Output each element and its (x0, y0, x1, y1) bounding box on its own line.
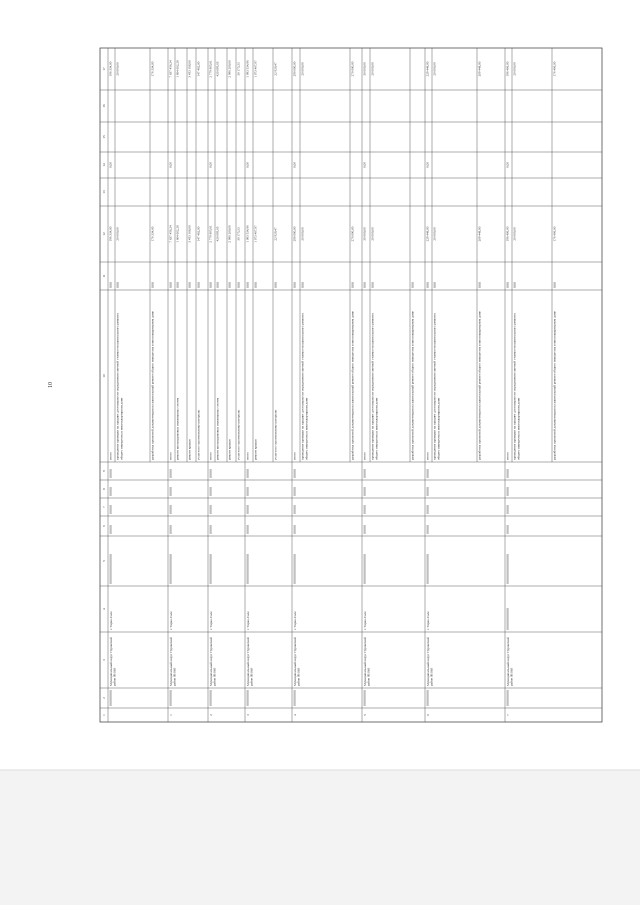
illegible-text-mark (210, 690, 212, 706)
settlement-name: г. Тарко-Сале (292, 611, 297, 630)
illegible-text-mark (364, 282, 366, 288)
work-description: проведение проверки на предмет достоверности определения сметной стоимости капитального ремонтаобщего имущества в многоквартирном доме (370, 313, 379, 460)
work-description: услуги по строительному контролю (273, 409, 278, 460)
settlement-name: г. Тарко-Сале (108, 611, 113, 630)
amount-column-17: 1 073 407,97 (253, 60, 258, 78)
amount-column-17: 147 462,00 (196, 61, 201, 77)
illegible-text-mark (247, 505, 249, 514)
municipality-name: Муниципальный округ Пуровскийрайон ЯНАО (245, 637, 254, 686)
illegible-text-mark (110, 690, 112, 706)
amount-zero: 0,00 (425, 162, 430, 168)
illegible-text-mark (514, 282, 516, 288)
work-description: итого (292, 452, 297, 460)
illegible-text-mark (110, 487, 112, 496)
illegible-text-mark (177, 282, 179, 288)
amount-column-17: 270 000,00 (350, 61, 355, 77)
amount-column-17: 20 000,00 (432, 62, 437, 76)
illegible-text-mark (427, 469, 429, 478)
amount-total: 1 604 602,28 (175, 225, 180, 243)
amount-column-17: 1 093 534,96 (245, 60, 250, 78)
amount-zero: 0,00 (208, 162, 213, 168)
illegible-text-mark (364, 469, 366, 478)
work-description: ремонт внутридомовых инженерных систем (215, 397, 220, 460)
amount-total: 420 095,65 (215, 226, 220, 242)
column-number: 4 (101, 608, 106, 610)
amount-total: 20 000,00 (300, 227, 305, 241)
row-number: 3 (245, 714, 250, 716)
column-number: 8 (101, 488, 106, 490)
amount-total: 270 000,00 (350, 226, 355, 242)
amount-column-17: 30 000,00 (362, 62, 367, 76)
illegible-text-mark (364, 525, 366, 534)
amount-column-17: 20 000,00 (512, 62, 517, 76)
illegible-text-mark (294, 525, 296, 534)
column-number: 7 (101, 506, 106, 508)
work-description: разработка проектной документации на капитальный ремонт общего имущества в многоквартирном доме (477, 311, 482, 460)
illegible-text-mark (507, 469, 509, 478)
illegible-text-mark (294, 690, 296, 706)
row-number: 1 (168, 714, 173, 716)
scan-bottom-shade (0, 770, 640, 905)
illegible-text-mark (247, 525, 249, 534)
illegible-text-mark (210, 282, 212, 288)
amount-total: 20 000,00 (115, 227, 120, 241)
illegible-text-mark (507, 525, 509, 534)
illegible-text-mark (294, 282, 296, 288)
amount-total: 229 448,00 (425, 226, 430, 242)
illegible-text-mark (507, 282, 509, 288)
illegible-text-mark (372, 282, 374, 288)
illegible-text-mark (507, 690, 509, 706)
illegible-text-mark (427, 690, 429, 706)
illegible-text-mark (247, 487, 249, 496)
column-number: 13 (101, 190, 106, 194)
amount-total: 22 929,47 (273, 227, 278, 241)
municipality-name: Муниципальный округ Пуровскийрайон ЯНАО (168, 637, 177, 686)
illegible-text-mark (427, 487, 429, 496)
amount-total: 290 000,00 (292, 226, 297, 242)
settlement-name: г. Тарко-Сале (425, 611, 430, 630)
illegible-text-mark (507, 505, 509, 514)
illegible-text-mark (302, 282, 304, 288)
work-description: итого (245, 452, 250, 460)
illegible-text-mark (189, 282, 191, 288)
amount-column-17: 3 453 168,00 (187, 60, 192, 78)
municipality-name: Муниципальный округ Пуровскийрайон ЯНАО (505, 637, 514, 686)
column-number: 10 (101, 374, 106, 378)
illegible-text-mark (110, 282, 112, 288)
work-description: итого (168, 452, 173, 460)
amount-total: 2 096 200,00 (227, 225, 232, 243)
column-number: 2 (101, 697, 106, 699)
work-description: разработка проектной документации на капитальный ремонт общего имущества в многоквартирном доме (350, 311, 355, 460)
illegible-text-mark (255, 282, 257, 288)
row-number: 7 (505, 714, 510, 716)
amount-total: 196 406,00 (505, 226, 510, 242)
illegible-text-mark (507, 554, 509, 584)
amount-column-17: 7 837 456,24 (168, 60, 173, 78)
amount-column-17: 196 406,00 (505, 61, 510, 77)
amount-total: 3 453 168,00 (187, 225, 192, 243)
page-number: 10 (48, 382, 54, 388)
illegible-text-mark (198, 282, 200, 288)
illegible-text-mark (152, 282, 154, 288)
column-number: 14 (101, 163, 106, 167)
amount-zero: 0,00 (362, 162, 367, 168)
illegible-text-mark (275, 282, 277, 288)
amount-zero: 0,00 (108, 162, 113, 168)
amount-total: 30 000,00 (362, 227, 367, 241)
illegible-text-mark (210, 525, 212, 534)
amount-total: 7 837 456,24 (168, 225, 173, 243)
illegible-text-mark (110, 505, 112, 514)
work-description: проведение проверки на предмет достоверности определения сметной стоимости капитального ремонтаобщего имущества в многоквартирном доме (512, 313, 521, 460)
illegible-text-mark (247, 469, 249, 478)
illegible-text-mark (434, 282, 436, 288)
illegible-text-mark (247, 282, 249, 288)
illegible-text-mark (294, 487, 296, 496)
illegible-text-mark (294, 554, 296, 584)
illegible-text-mark (110, 469, 112, 478)
column-number: 1 (101, 714, 106, 716)
settlement-name: г. Тарко-Сале (362, 611, 367, 630)
municipality-name: Муниципальный округ Пуровскийрайон ЯНАО (108, 637, 117, 686)
municipality-name: Муниципальный округ Пуровскийрайон ЯНАО (292, 637, 301, 686)
work-description: проведение проверки на предмет достоверности определения сметной стоимости капитального ремонтаобщего имущества в многоквартирном доме (115, 313, 124, 460)
column-number: 15 (101, 135, 106, 139)
amount-zero: 0,00 (292, 162, 297, 168)
illegible-text-mark (364, 690, 366, 706)
illegible-text-mark (507, 487, 509, 496)
amount-column-17: 20 000,00 (115, 62, 120, 76)
work-description: ремонт крыши (227, 439, 232, 460)
illegible-text-mark (170, 487, 172, 496)
work-description: итого (505, 452, 510, 460)
illegible-text-mark (170, 554, 172, 584)
illegible-text-mark (117, 282, 119, 288)
amount-column-17: 30 175,33 (236, 62, 241, 76)
illegible-text-mark (210, 505, 212, 514)
municipality-name: Муниципальный округ Пуровскийрайон ЯНАО (425, 637, 434, 686)
illegible-text-mark (427, 505, 429, 514)
row-number: 2 (208, 714, 213, 716)
amount-column-17: 2 779 805,61 (208, 60, 213, 78)
column-number: 17 (101, 67, 106, 71)
column-number: 9 (101, 470, 106, 472)
work-description: проведение проверки на предмет достоверности определения сметной стоимости капитального ремонтаобщего имущества в многоквартирном доме (300, 313, 309, 460)
column-number: 11 (101, 274, 106, 278)
amount-total: 147 462,00 (196, 226, 201, 242)
illegible-text-mark (427, 525, 429, 534)
row-number: 5 (362, 714, 367, 716)
amount-total: 1 073 407,97 (253, 225, 258, 243)
amount-zero: 0,00 (505, 162, 510, 168)
illegible-text-mark (238, 282, 240, 288)
illegible-text-mark (170, 690, 172, 706)
illegible-text-mark (170, 505, 172, 514)
work-description: проведение проверки на предмет достоверности определения сметной стоимости капитального ремонтаобщего имущества в многоквартирном доме (432, 313, 441, 460)
illegible-text-mark (352, 282, 354, 288)
work-description: итого (425, 452, 430, 460)
amount-column-17: 290 000,00 (292, 61, 297, 77)
illegible-text-mark (170, 469, 172, 478)
amount-column-17: 229 448,00 (425, 61, 430, 77)
amount-total: 176 334,00 (150, 226, 155, 242)
column-number: 16 (101, 104, 106, 108)
amount-column-17: 209 448,00 (477, 61, 482, 77)
amount-column-17: 20 000,00 (300, 62, 305, 76)
work-description: итого (362, 452, 367, 460)
amount-total: 176 406,00 (552, 226, 557, 242)
illegible-text-mark (507, 608, 509, 630)
row-number: 4 (292, 714, 297, 716)
amount-zero: 0,00 (168, 162, 173, 168)
amount-column-17: 176 334,00 (150, 61, 155, 77)
illegible-text-mark (210, 554, 212, 584)
amount-zero: 0,00 (245, 162, 250, 168)
illegible-text-mark (170, 282, 172, 288)
amount-column-17: 22 929,47 (273, 62, 278, 76)
illegible-text-mark (427, 282, 429, 288)
illegible-text-mark (554, 282, 556, 288)
column-number: 6 (101, 525, 106, 527)
illegible-text-mark (364, 487, 366, 496)
amount-total: 20 000,00 (370, 227, 375, 241)
illegible-text-mark (247, 554, 249, 584)
settlement-name: г. Тарко-Сале (245, 611, 250, 630)
work-description: услуги по строительному контролю (196, 409, 201, 460)
work-description: ремонт внутридомовых инженерных систем (175, 397, 180, 460)
settlement-name: г. Тарко-Сале (208, 611, 213, 630)
work-description: разработка проектной документации на капитальный ремонт общего имущества в многоквартирном доме (150, 311, 155, 460)
amount-total: 30 175,33 (236, 227, 241, 241)
work-description: итого (108, 452, 113, 460)
amount-column-17: 1 604 602,28 (175, 60, 180, 78)
amount-total: 20 000,00 (512, 227, 517, 241)
illegible-text-mark (364, 505, 366, 514)
column-number: 12 (101, 232, 106, 236)
amount-column-17: 2 096 200,00 (227, 60, 232, 78)
illegible-text-mark (294, 505, 296, 514)
amount-column-17: 196 334,00 (108, 61, 113, 77)
illegible-text-mark (110, 525, 112, 534)
settlement-name: г. Тарко-Сале (168, 611, 173, 630)
illegible-text-mark (210, 469, 212, 478)
illegible-text-mark (294, 469, 296, 478)
illegible-text-mark (210, 487, 212, 496)
amount-column-17: 20 000,00 (370, 62, 375, 76)
illegible-text-mark (110, 554, 112, 584)
amount-total: 209 448,00 (477, 226, 482, 242)
amount-total: 2 779 805,61 (208, 225, 213, 243)
illegible-text-mark (479, 282, 481, 288)
work-description: ремонт крыши (253, 439, 258, 460)
illegible-text-mark (247, 690, 249, 706)
illegible-text-mark (229, 282, 231, 288)
amount-column-17: 176 406,00 (552, 61, 557, 77)
illegible-text-mark (412, 282, 414, 288)
amount-total: 20 000,00 (432, 227, 437, 241)
work-description: разработка проектной документации на капитальный ремонт общего имущества в многоквартирном доме (552, 311, 557, 460)
illegible-text-mark (217, 282, 219, 288)
municipality-name: Муниципальный округ Пуровскийрайон ЯНАО (208, 637, 217, 686)
illegible-text-mark (170, 525, 172, 534)
amount-total: 1 093 534,96 (245, 225, 250, 243)
illegible-text-mark (364, 554, 366, 584)
column-number: 3 (101, 659, 106, 661)
illegible-text-mark (427, 554, 429, 584)
work-description: итого (208, 452, 213, 460)
work-description: ремонт крыши (187, 439, 192, 460)
amount-column-17: 420 095,65 (215, 61, 220, 77)
work-description: услуги по строительному контролю (236, 409, 241, 460)
municipality-name: Муниципальный округ Пуровскийрайон ЯНАО (362, 637, 371, 686)
amount-total: 196 334,00 (108, 226, 113, 242)
work-description: разработка проектной документации на капитальный ремонт общего имущества в многоквартирном доме (410, 311, 415, 460)
column-number: 5 (101, 560, 106, 562)
row-number: 6 (425, 714, 430, 716)
